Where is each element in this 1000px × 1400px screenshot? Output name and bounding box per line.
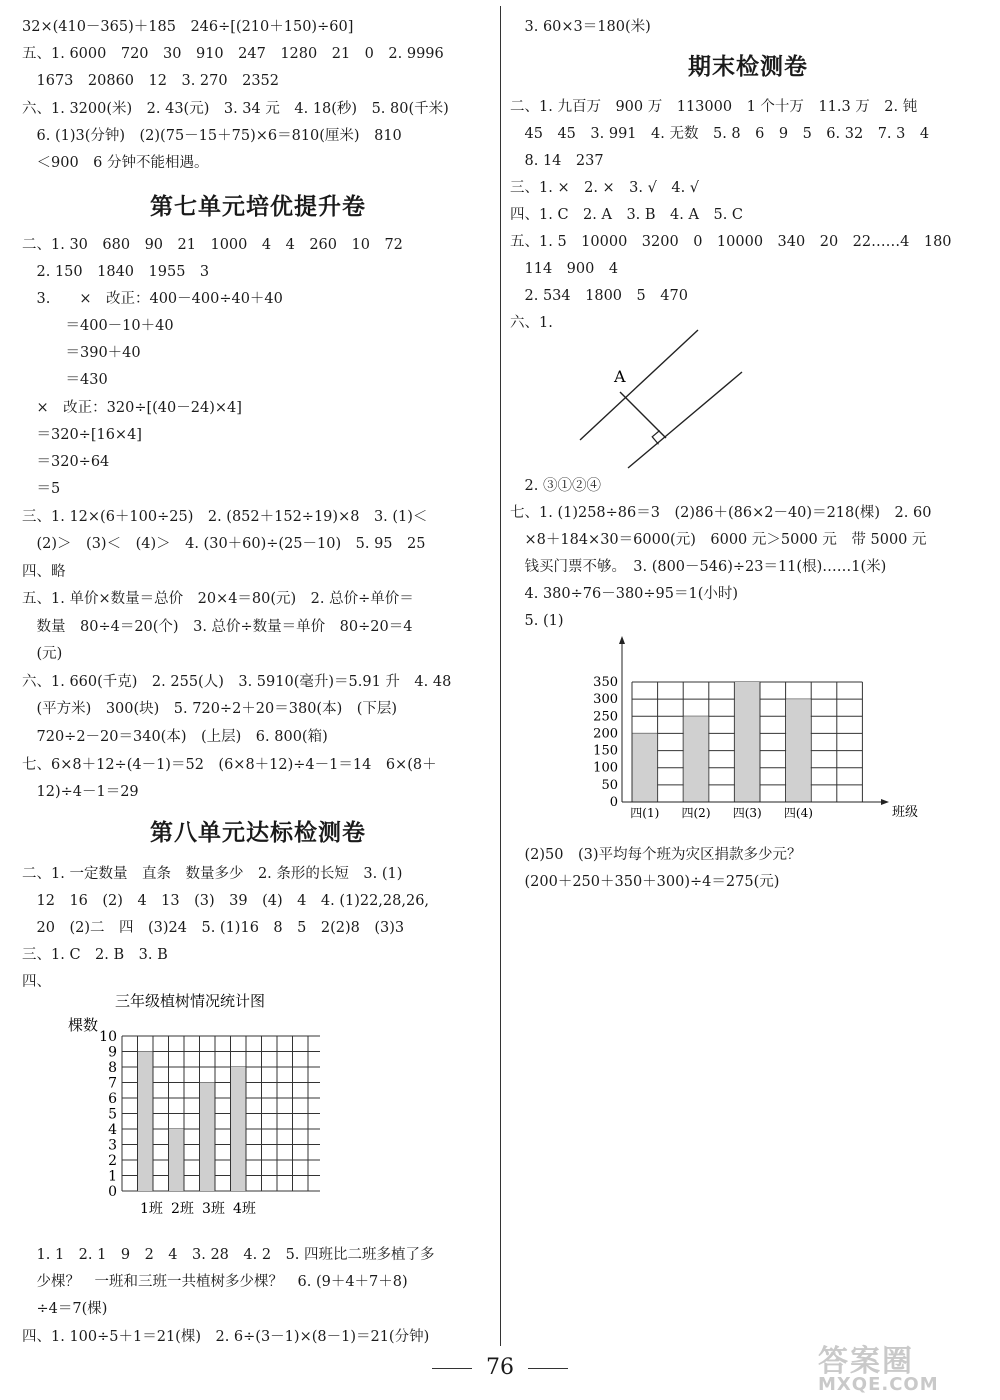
text-line: 4. 380÷76－380÷95＝1(小时) (510, 586, 739, 602)
text-line: 六、1. 660(千克) 2. 255(人) 3. 5910(毫升)＝5.91 升 4. 48 (22, 674, 452, 690)
text-line: 1. 1 2. 1 9 2 4 3. 28 4. 2 5. 四班比二班多植了多 (22, 1247, 435, 1263)
text-line: 五、1. 6000 720 30 910 247 1280 21 0 2. 9996 (22, 46, 444, 62)
x-tick-label: 四(4) (783, 806, 813, 820)
chart-bars (633, 682, 811, 802)
parallel-line-lower (628, 372, 742, 468)
text-line: (200＋250＋350＋300)÷4＝275(元) (510, 874, 780, 890)
watermark (818, 1336, 939, 1395)
x-tick-label: 四(1) (630, 806, 660, 820)
text-line: 五、1. 单价×数量＝总价 20×4＝80(元) 2. 总价÷单价＝ (22, 591, 414, 607)
chart-title: 三年级植树情况统计图 (114, 992, 266, 1010)
watermark-sub: MXQE.COM (818, 1374, 939, 1395)
x-tick-label: 2班 (170, 1201, 194, 1217)
text-line: 2. ③①②④ (510, 478, 601, 494)
text-line: 二、1. 九百万 900 万 113000 1 个十万 11.3 万 2. 钝 (510, 99, 918, 115)
text-line: ＜900 6 分钟不能相遇。 (22, 155, 209, 171)
text-line: 三、1. 12×(6＋100÷25) 2. (852＋152÷19)×8 3. (1)＜ (22, 509, 428, 525)
tree-planting-chart (60, 985, 320, 1235)
y-tick-label: 3 (108, 1137, 117, 1154)
text-line: 七、6×8＋12÷(4－1)＝52 (6×8＋12)÷4－1＝14 6×(8＋ (22, 757, 437, 773)
text-line: (2)50 (3)平均每个班为灾区捐款多少元？ (510, 847, 802, 863)
y-tick-label: 5 (108, 1106, 117, 1123)
text-line: 45 45 3. 991 4. 无数 5. 8 6 9 5 6. 32 7. 3 4 (510, 126, 930, 142)
y-tick-label: 150 (593, 743, 618, 759)
page-number-dash (528, 1368, 568, 1369)
y-tick-label: 9 (108, 1044, 117, 1061)
text-line: ＝320÷[16×4] (22, 427, 142, 443)
y-tick-label: 200 (593, 726, 618, 742)
text-line: 8. 14 237 (510, 153, 604, 169)
y-tick-label: 1 (108, 1168, 117, 1185)
y-tick-label: 4 (108, 1122, 117, 1138)
final-exam-title: 期末检测卷 (688, 54, 808, 80)
text-line: 五、1. 5 10000 3200 0 10000 340 20 22……4 180 (510, 234, 952, 250)
bar (169, 1129, 184, 1191)
text-line: 2. 534 1800 5 470 (510, 288, 688, 304)
text-line: 四、1. C 2. A 3. B 4. A 5. C (510, 207, 744, 223)
text-line: 32×(410－365)＋185 246÷[(210＋150)÷60] (22, 19, 354, 35)
y-tick-label: 350 (593, 675, 618, 690)
x-tick-label: 四(3) (732, 806, 762, 820)
y-tick-label: 300 (593, 692, 618, 708)
text-line: 5. (1) (510, 613, 564, 629)
text-line: ＝5 (22, 481, 61, 497)
text-line: ＝400－10＋40 (22, 318, 174, 334)
bar (786, 699, 811, 802)
text-line: 六、1. 3200(米) 2. 43(元) 3. 34 元 4. 18(秒) 5. 80(千米) (22, 101, 449, 117)
text-line: 三、1. × 2. × 3. √ 4. √ (510, 180, 700, 196)
text-line: 四、 (22, 974, 51, 990)
bar (735, 682, 760, 802)
y-tick-label: 0 (108, 1184, 117, 1200)
y-axis-arrow (619, 636, 625, 644)
bar (200, 1083, 215, 1192)
y-tick-label: 2 (108, 1153, 117, 1169)
y-tick-label: 100 (593, 760, 618, 776)
x-tick-labels (630, 806, 813, 820)
column-divider (500, 6, 501, 1346)
text-line: ÷4＝7(棵) (22, 1301, 108, 1317)
y-tick-label: 6 (108, 1091, 117, 1107)
y-tick-label: 10 (99, 1029, 117, 1045)
text-line: 720÷2－20＝340(本) (上层) 6. 800(箱) (22, 729, 328, 745)
text-line: 钱买门票不够。 3. (800－546)÷23＝11(根)……1(米) (510, 559, 887, 575)
unit8-title: 第八单元达标检测卷 (150, 820, 366, 846)
text-line: 114 900 4 (510, 261, 619, 277)
text-line: 二、1. 一定数量 直条 数量多少 2. 条形的长短 3. (1) (22, 866, 403, 882)
y-tick-label: 0 (609, 795, 618, 810)
text-line: 少棵？ 一班和三班一共植树多少棵？ 6. (9＋4＋7＋8) (22, 1274, 408, 1290)
text-line: ＝390＋40 (22, 345, 141, 361)
text-line: 20 (2)二 四 (3)24 5. (1)16 8 5 2(2)8 (3)3 (22, 920, 405, 936)
text-line: 六、1. (510, 315, 553, 331)
text-line: 三、1. C 2. B 3. B (22, 947, 168, 963)
x-tick-label: 1班 (139, 1201, 163, 1217)
text-line: (平方米) 300(块) 5. 720÷2＋20＝380(本) (下层) (22, 701, 398, 717)
page-number-dash (432, 1368, 472, 1369)
text-line: × 改正：320÷[(40－24)×4] (22, 400, 242, 416)
point-a-label: A (614, 367, 626, 386)
text-line: 四、略 (22, 564, 66, 580)
text-line: 二、1. 30 680 90 21 1000 4 4 260 10 72 (22, 237, 403, 253)
y-axis-label: 棵数 (68, 1016, 99, 1034)
y-tick-label: 8 (108, 1060, 117, 1076)
x-axis-label: 班级 (892, 805, 919, 820)
bar (231, 1067, 246, 1191)
text-line: 3. 60×3＝180(米) (510, 19, 651, 35)
y-tick-labels (593, 675, 618, 810)
text-line: ＝320÷64 (22, 454, 110, 470)
chart-bars (138, 1052, 246, 1192)
bar (684, 716, 709, 802)
x-tick-labels (140, 1201, 256, 1217)
text-line: (元) (22, 646, 63, 662)
donation-chart (588, 630, 928, 830)
text-line: (2)＞ (3)＜ (4)＞ 4. (30＋60)÷(25－10) 5. 95 25 (22, 536, 426, 552)
text-line: 四、1. 100÷5＋1＝21(棵) 2. 6÷(3－1)×(8－1)＝21(分钟) (22, 1329, 430, 1345)
x-axis-arrow (881, 799, 889, 805)
text-line: 数量 80÷4＝20(个) 3. 总价÷数量＝单价 80÷20＝4 (22, 619, 413, 635)
text-line: 12 16 (2) 4 13 (3) 39 (4) 4 4. (1)22,28,26, (22, 893, 430, 909)
y-tick-label: 250 (593, 709, 618, 725)
page-number-text: 76 (486, 1355, 514, 1380)
x-tick-label: 3班 (201, 1201, 225, 1217)
text-line: 七、1. (1)258÷86＝3 (2)86＋(86×2－40)＝218(棵) 2. 60 (510, 505, 932, 521)
bar (138, 1052, 153, 1192)
text-line: ＝430 (22, 372, 108, 388)
parallel-lines-diagram (570, 322, 760, 472)
text-line: 2. 150 1840 1955 3 (22, 264, 210, 280)
y-tick-label: 7 (108, 1075, 117, 1092)
text-line: ×8＋184×30＝6000(元) 6000 元＞5000 元 带 5000 元 (510, 532, 927, 548)
text-line: 12)÷4－1＝29 (22, 784, 139, 800)
text-line: 3. × 改正：400－400÷40＋40 (22, 291, 283, 307)
text-line: 6. (1)3(分钟) (2)(75－15＋75)×6＝810(厘米) 810 (22, 128, 402, 144)
y-tick-label: 50 (601, 777, 618, 793)
bar (633, 733, 658, 802)
text-line: 1673 20860 12 3. 270 2352 (22, 73, 279, 89)
watermark-main: 答案圈 (818, 1344, 914, 1379)
x-tick-label: 四(2) (681, 806, 711, 820)
unit7-title: 第七单元培优提升卷 (150, 194, 366, 220)
y-tick-labels (99, 1029, 117, 1200)
x-tick-label: 4班 (232, 1201, 256, 1217)
